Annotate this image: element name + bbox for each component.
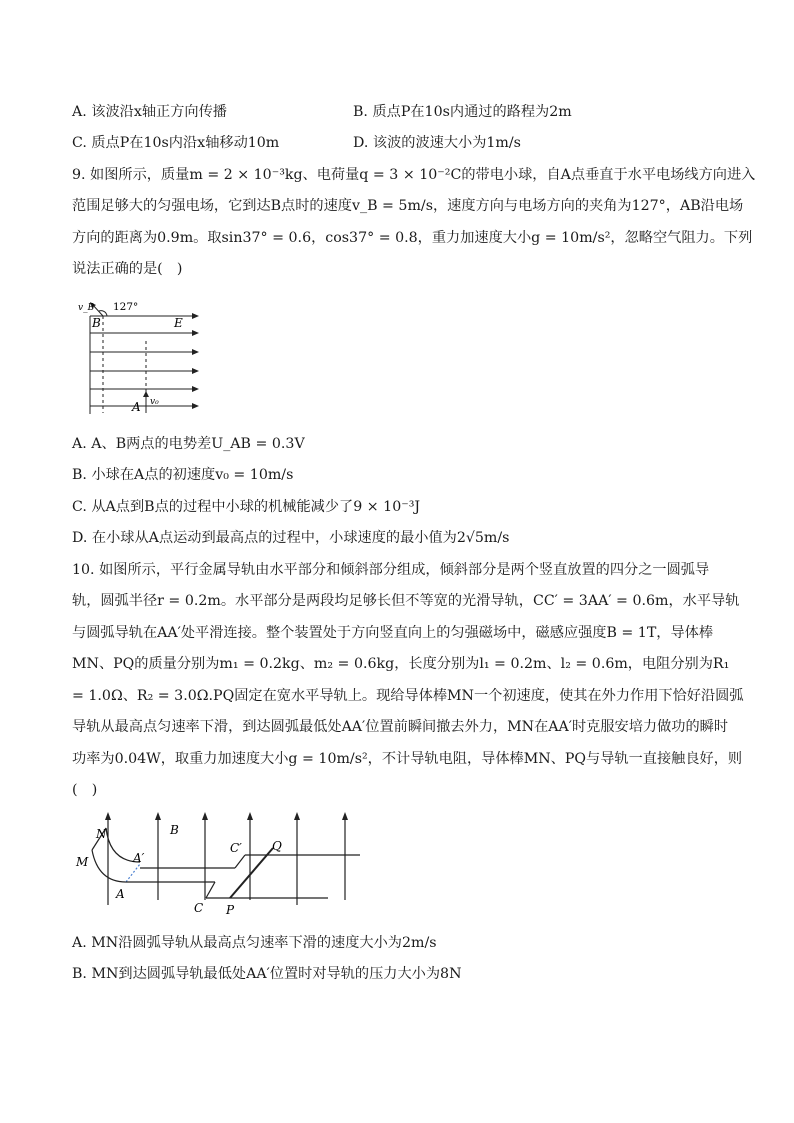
label-Q: Q [272,839,282,853]
q8-option-b: B. 质点P在10s内通过的路程为2m [353,104,572,120]
label-vB: v_B [78,303,95,313]
label-A-prime: A′ [133,851,145,865]
q9-option-d: D. 在小球从A点运动到最高点的过程中，小球速度的最小值为2√5m/s [72,530,510,546]
label-A: A [132,400,141,414]
label-N: N [96,827,107,841]
label-C-prime: C′ [230,841,242,855]
q9-option-a: A. A、B两点的电势差U_AB = 0.3V [72,436,305,452]
q10-stem-line-8: ( ) [72,782,98,798]
q10-stem-line-1: 10. 如图所示，平行金属导轨由水平部分和倾斜部分组成，倾斜部分是两个竖直放置的四分之一圆弧导 [72,562,710,578]
label-angle: 127° [113,301,139,313]
q10-option-b: B. MN到达圆弧导轨最低处AA′位置时对导轨的压力大小为8N [72,966,462,982]
q10-stem-line-4: MN、PQ的质量分别为m₁ = 0.2kg、m₂ = 0.6kg，长度分别为l₁ = 0.2m、l₂ = 0.6m，电阻分别为R₁ [72,656,730,672]
q8-option-c: C. 质点P在10s内沿x轴移动10m [72,135,280,151]
label-B: B [92,316,101,330]
q9-stem-line-4: 说法正确的是( ) [72,261,183,277]
q9-stem-line-1: 9. 如图所示，质量m = 2 × 10⁻³kg、电荷量q = 3 × 10⁻²C的带电小球，自A点垂直于水平电场线方向进入 [72,167,756,183]
q10-rail-figure [70,810,370,920]
q10-stem-line-3: 与圆弧导轨在AA′处平滑连接。整个装置处于方向竖直向上的匀强磁场中，磁感应强度B = 1T，导体棒 [72,625,714,641]
q8-option-d: D. 该波的波速大小为1m/s [353,135,521,151]
label-A: A [116,887,125,901]
q10-stem-line-5: = 1.0Ω、R₂ = 3.0Ω.PQ固定在宽水平导轨上。现给导体棒MN一个初速度，使其在外力作用下恰好沿圆弧 [72,688,744,704]
q9-option-b: B. 小球在A点的初速度v₀ = 10m/s [72,467,294,483]
q9-option-c: C. 从A点到B点的过程中小球的机械能减少了9 × 10⁻³J [72,499,421,515]
label-E: E [174,316,183,330]
q10-option-a: A. MN沿圆弧导轨从最高点匀速率下滑的速度大小为2m/s [72,935,437,951]
q10-stem-line-6: 导轨从最高点匀速率下滑，到达圆弧最低处AA′位置前瞬间撤去外力，MN在AA′时克服安培力做功的瞬时 [72,719,729,735]
q9-stem-line-2: 范围足够大的匀强电场，它到达B点时的速度v_B = 5m/s，速度方向与电场方向的夹角为127°，AB沿电场 [72,198,744,214]
q10-stem-line-2: 轨，圆弧半径r = 0.2m。水平部分是两段均足够长但不等宽的光滑导轨，CC′ = 3AA′ = 0.6m，水平导轨 [72,593,740,609]
label-B-field: B [170,823,179,837]
label-M: M [76,855,89,869]
q10-stem-line-7: 功率为0.04W，取重力加速度大小g = 10m/s²，不计导轨电阻，导体棒MN、PQ与导轨一直接触良好，则 [72,751,743,767]
q9-stem-line-3: 方向的距离为0.9m。取sin37° = 0.6，cos37° = 0.8，重力加速度大小g = 10m/s²，忽略空气阻力。下列 [72,230,753,246]
q9-electric-field-figure [76,296,206,420]
label-P: P [226,903,235,917]
label-C: C [194,901,204,915]
q8-option-a: A. 该波沿x轴正方向传播 [72,104,227,120]
label-v0: v₀ [150,397,159,407]
